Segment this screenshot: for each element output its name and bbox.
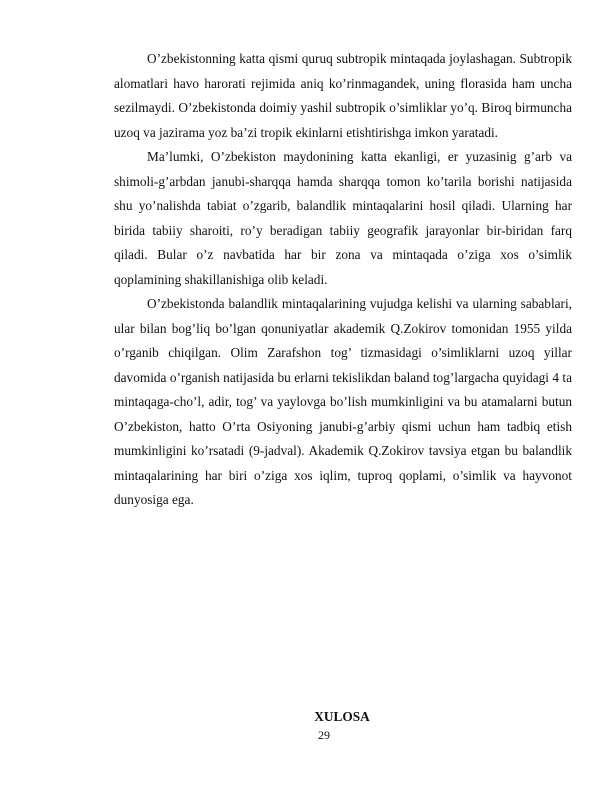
section-heading: XULOSA (314, 709, 370, 724)
body-text (114, 47, 572, 513)
page-number: 29 (318, 728, 330, 742)
paragraph-1: O’zbekistonning katta qismi quruq subtropik mintaqada joylashagan. Subtropik alomatlari havo harorati rejimida aniq ko’rinmagandek, uning florasida ham uncha sezilmaydi. O’zbekistonda doimiy yashil subtropik o’simliklar yo’q. Biroq birmuncha uzoq va jazirama yoz ba’zi tropik ekinlarni etishtirishga imkon yaratadi. (114, 51, 572, 140)
paragraph-2: Ma’lumki, O’zbekiston maydonining katta ekanligi, er yuzasinig g’arb va shimoli-g’arbdan janubi-sharqqa hamda sharqqa tomon ko’tarila borishi natijasida shu yo’nalishda tabiat o’zgarib, balandlik mintaqalarini hosil qiladi. Ularning har birida tabiiy sharoiti, ro’y beradigan tabiiy geografik jarayonlar bir-biridan farq qiladi. Bular o’z navbatida har bir zona va mintaqada o’ziga xos o’simlik qoplamining shakillanishiga olib keladi. (114, 149, 572, 287)
paragraph-3: O’zbekistonda balandlik mintaqalarining vujudga kelishi va ularning sabablari, ular bilan bog’liq bo’lgan qonuniyatlar akademik Q.Zokirov tomonidan 1955 yilda o’rganib chiqilgan. Olim Zarafshon tog’ tizmasidagi o’simliklarni uzoq yillar davomida o’rganish natijasida bu erlarni tekislikdan baland tog’largacha quyidagi 4 ta mintaqaga-cho’l, adir, tog’ va yaylovga bo’lish mumkinligini va bu atamalarni butun O’zbekiston, hatto O’rta Osiyoning janubi-g’arbiy qismi uchun ham tadbiq etish mumkinligini ko’rsatadi (9-jadval). Akademik Q.Zokirov tavsiya etgan bu balandlik mintaqalarining har biri o’ziga xos iqlim, tuproq qoplami, o’simlik va hayvonot dunyosiga ega. (114, 296, 572, 507)
